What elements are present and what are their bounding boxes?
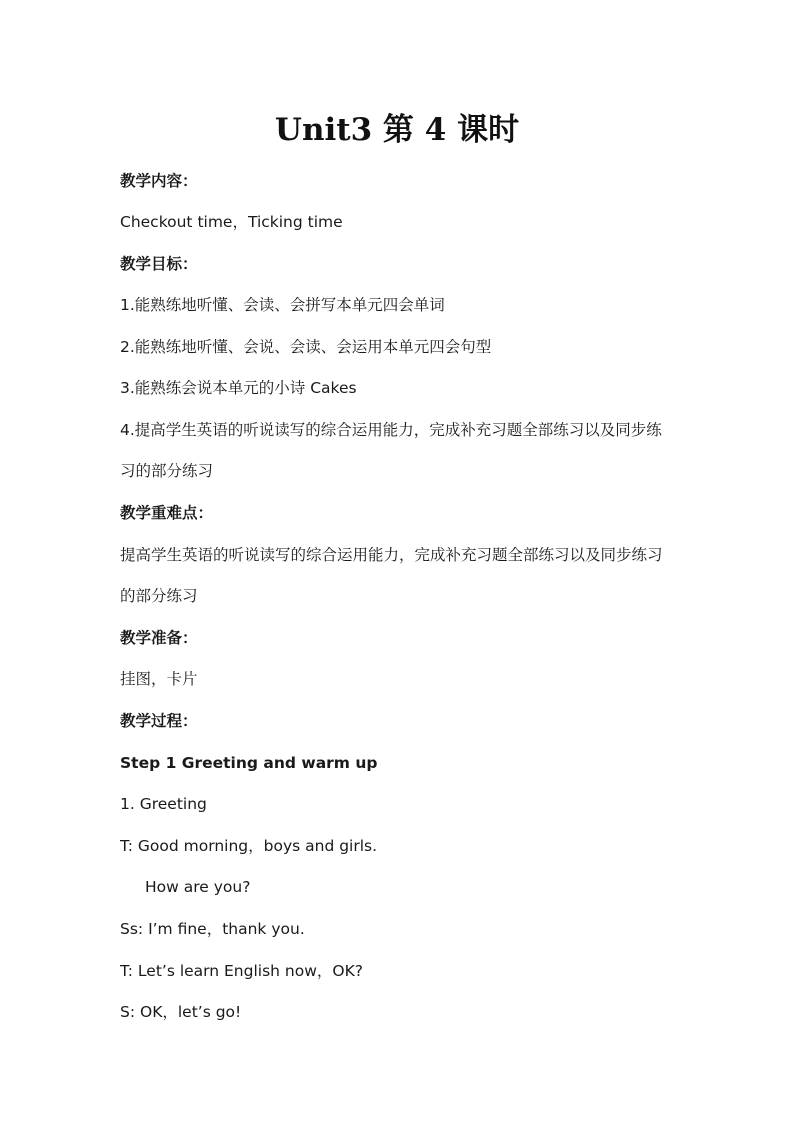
difficulty-text-line-1: 提高学生英语的听说读写的综合运用能力，完成补充习题全部练习以及同步练习 <box>120 546 663 564</box>
step1-heading: Step 1 Greeting and warm up <box>120 754 378 772</box>
dialogue-line-4: T: Let’s learn English now，OK? <box>120 962 363 980</box>
goal-item-4: 4.提高学生英语的听说读写的综合运用能力，完成补充习题全部练习以及同步练 <box>120 421 662 439</box>
process-heading: 教学过程： <box>120 712 198 730</box>
goal-item-3: 3.能熟练会说本单元的小诗 Cakes <box>120 379 357 397</box>
content-text: Checkout time，Ticking time <box>120 213 343 231</box>
difficulty-heading: 教学重难点： <box>120 504 214 522</box>
prep-heading: 教学准备： <box>120 629 198 647</box>
goal-item-1: 1.能熟练地听懂、会读、会拼写本单元四会单词 <box>120 296 445 314</box>
prep-text: 挂图，卡片 <box>120 670 198 688</box>
page-title: Unit3 第 4 课时 <box>274 112 520 148</box>
goal-item-4-continued: 习的部分练习 <box>120 462 214 480</box>
difficulty-text-line-2: 的部分练习 <box>120 587 198 605</box>
dialogue-line-3: Ss: I’m fine，thank you. <box>120 920 305 938</box>
dialogue-line-2: How are you? <box>145 878 251 896</box>
content-heading: 教学内容： <box>120 172 198 190</box>
greeting-label: 1. Greeting <box>120 795 207 813</box>
dialogue-line-5: S: OK，let’s go! <box>120 1003 242 1021</box>
goals-heading: 教学目标： <box>120 255 198 273</box>
dialogue-line-1: T: Good morning，boys and girls. <box>120 837 378 855</box>
goal-item-2: 2.能熟练地听懂、会说、会读、会运用本单元四会句型 <box>120 338 492 356</box>
